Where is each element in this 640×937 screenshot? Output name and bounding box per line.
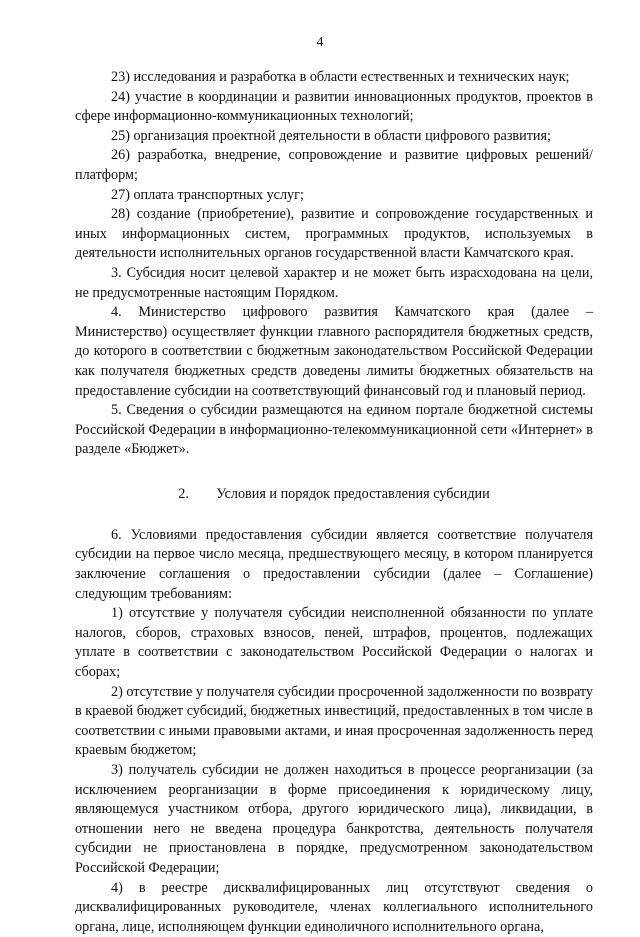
list-item-25: 25) организация проектной деятельности в области цифрового развития; [111, 127, 551, 144]
requirement-4: 4) в реестре дисквалифицированных лиц отсутствуют сведения о дисквалифицированных руководителе, членах коллегиального исполнительного органа, лице, исполняющем функции единоличного исполнительного органа, [75, 879, 593, 935]
section-title: Условия и порядок предоставления субсидии [216, 485, 490, 502]
requirement-3: 3) получатель субсидии не должен находиться в процессе реорганизации (за исключением реорганизации в форме присоединения к юридическому лицу, являющемуся участником отбора, другого юридического лица), ликвидации, в отношении него не введена процедура банкротства, деятельность получателя субсидии не приостановлена в порядке, предусмотренном законодательством Российской Федерации; [75, 762, 593, 876]
requirement-1: 1) отсутствие у получателя субсидии неисполненной обязанности по уплате налогов, сборов, страховых взносов, пеней, штрафов, процентов, подлежащих уплате в соответствии с законодательством Российской Федерации о налогах и сборах; [75, 605, 593, 681]
section-number: 2. [178, 485, 189, 502]
document-body [75, 68, 593, 937]
clause-4: 4. Министерство цифрового развития Камчатского края (далее – Министерство) осуществляет функции главного распорядителя бюджетных средств, до которого в соответствии с бюджетным законодательством Российской Федерации как получателя бюджетных средств доведены лимиты бюджетных обязательств на предоставление субсидии на соответствующий финансовый год и плановый период. [75, 304, 593, 399]
list-item-26: 26) разработка, внедрение, сопровождение и развитие цифровых решений/платформ; [75, 147, 593, 183]
list-item-23: 23) исследования и разработка в области естественных и технических наук; [111, 69, 570, 85]
list-item-28: 28) создание (приобретение), развитие и сопровождение государственных и иных информационных систем, программных продуктов, используемых в деятельности исполнительных органов государственной власти Камчатского края. [75, 206, 593, 262]
list-item-24: 24) участие в координации и развитии инновационных продуктов, проектов в сфере информационно-коммуникационных технологий; [75, 88, 593, 125]
page-number: 4 [316, 35, 324, 50]
clause-6: 6. Условиями предоставления субсидии является соответствие получателя субсидии на первое число месяца, предшествующего месяцу, в котором планируется заключение соглашения о предоставлении субсидии (далее – Соглашение) следующим требованиям: [75, 526, 593, 602]
list-item-27: 27) оплата транспортных услуг; [111, 186, 304, 203]
clause-5: 5. Сведения о субсидии размещаются на едином портале бюджетной системы Российской Федерации в информационно-телекоммуникационной сети «Интернет» в разделе «Бюджет». [75, 402, 593, 458]
requirement-2: 2) отсутствие у получателя субсидии просроченной задолженности по возврату в краевой бюджет субсидий, бюджетных инвестиций, предоставленных в том числе в соответствии с иными правовыми актами, и иная просроченная задолженность перед краевым бюджетом; [75, 683, 593, 759]
section-heading [75, 484, 593, 504]
clause-3: 3. Субсидия носит целевой характер и не может быть израсходована на цели, не предусмотренные настоящим Порядком. [75, 264, 593, 301]
